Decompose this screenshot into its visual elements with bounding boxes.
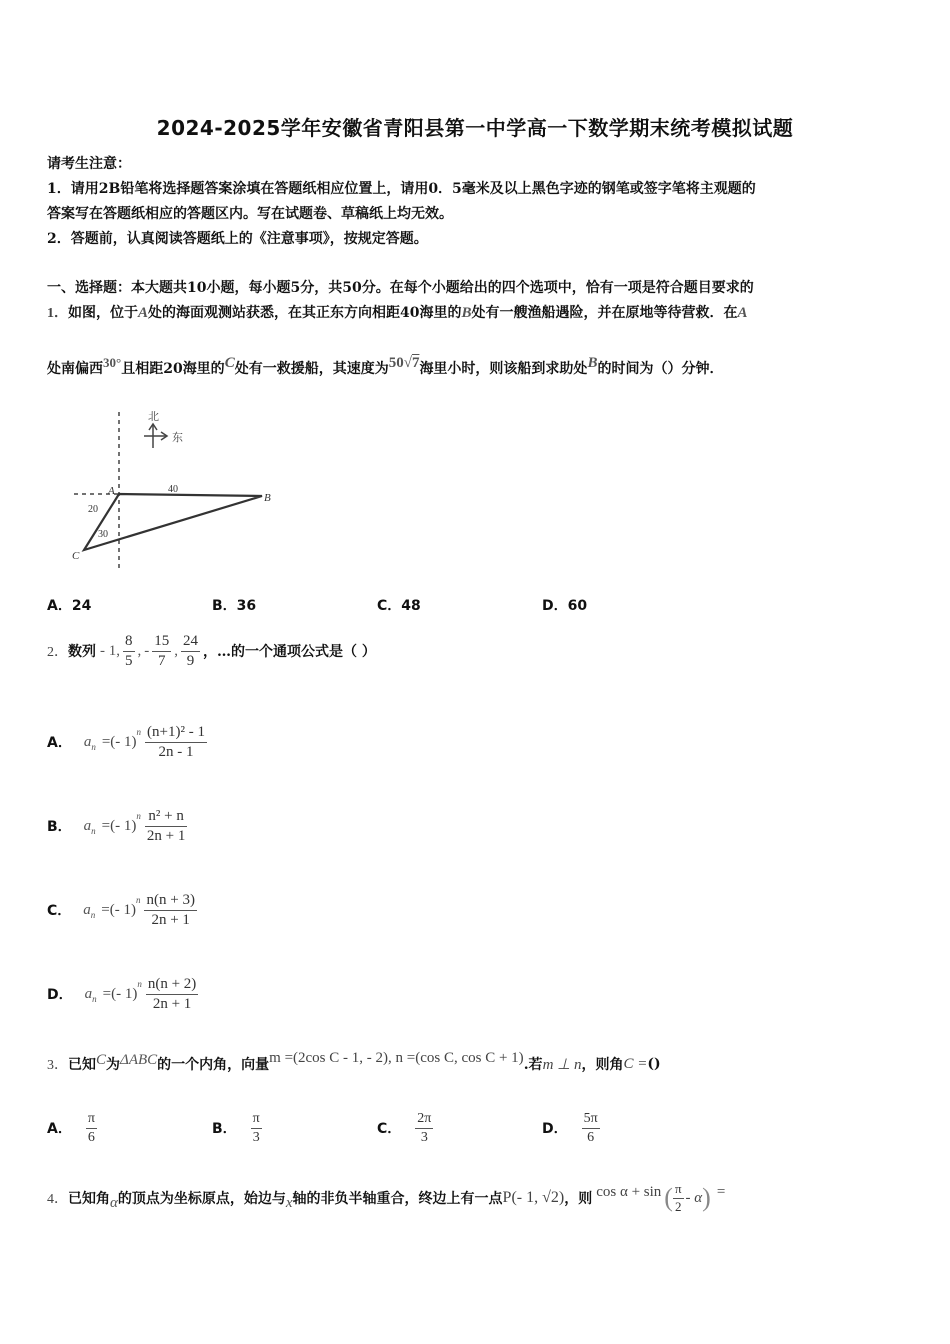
section-heading: 一、选择题：本大题共10小题，每小题5分，共50分。在每个小题给出的四个选项中，恰有一项是符合题目要求的	[47, 280, 754, 296]
notice-line-1: 1．请用2B铅笔将选择题答案涂填在答题纸相应位置上，请用0．5毫米及以上黑色字迹的钢笔或签字笔将主观题的	[47, 181, 756, 197]
question-number: 1．	[47, 306, 68, 321]
question-3-stem: 3． 已知 C 为 ΔABC 的一个内角，向量 m =(2cos C - 1, - 2), n =(cos C, cos C + 1) .若 m ⊥ n ，则角 C = ()	[47, 1049, 661, 1073]
point-b-label: B	[264, 492, 271, 504]
q2-option-a[interactable]: A． a n =(- 1) n $\frac{\text{(n+1)² - 1}}{2n - 1}$	[47, 723, 205, 760]
term-2: $\frac{8}{5}$	[125, 632, 133, 669]
q3-option-d[interactable]: D． $\frac{5\pi}{6}$	[542, 1111, 598, 1145]
notice-heading: 请考生注意：	[47, 156, 131, 172]
term-4: $\frac{24}{9}$	[183, 632, 198, 669]
q1-option-d[interactable]: D．60	[542, 598, 588, 614]
length-40-label: 40	[168, 484, 178, 495]
q3-option-b[interactable]: B． $\frac{\pi}{3}$	[212, 1111, 260, 1145]
point-a-label: A	[108, 485, 115, 497]
angle-30-label: 30	[98, 529, 108, 540]
q1-option-c[interactable]: C．48	[377, 598, 421, 614]
q2-option-d[interactable]: D． a n =(- 1) n $\frac{n(n + 2)}{2n + 1}$	[47, 975, 197, 1012]
notice-line-3: 2．答题前，认真阅读答题纸上的《注意事项》，按规定答题。	[47, 231, 428, 247]
north-label: 北	[148, 410, 159, 423]
notice-line-2: 答案写在答题纸相应的答题区内。写在试题卷、草稿纸上均无效。	[47, 206, 453, 222]
term-3: $\frac{15}{7}$	[154, 632, 170, 669]
q3-option-c[interactable]: C． $\frac{2\pi}{3}$	[377, 1111, 432, 1145]
length-20-label: 20	[88, 504, 98, 515]
question-1-line-1: 1．如图，位于A处的海面观测站获悉，在其正东方向相距40海里的B处有一艘渔船遇险，并在原地等待营救．在A	[47, 305, 748, 321]
point-c-label: C	[72, 550, 80, 562]
q3-option-a[interactable]: A． $\frac{\pi}{6}$	[47, 1111, 95, 1145]
page-title: 2024-2025学年安徽省青阳县第一中学高一下数学期末统考模拟试题	[156, 116, 794, 140]
q2-option-c[interactable]: C． a n =(- 1) n $\frac{n(n + 3)}{2n + 1}$	[47, 891, 195, 928]
east-label: 东	[172, 431, 183, 444]
question-1-line-2: 处南偏西30°且相距20海里的C处有一救援船，其速度为50√7海里小时，则该船到求助处B的时间为（）分钟．	[47, 355, 724, 377]
question-2-stem: 2． 数列 - 1 , $\frac{8}{5}$ , - $\frac{15}{7}$ , $\frac{24}{9}$ ，…的一个通项公式是（ ）	[47, 632, 376, 669]
q1-figure	[60, 400, 300, 575]
triangle-abc	[84, 494, 262, 550]
q1-option-b[interactable]: B．36	[212, 598, 257, 614]
q2-option-b[interactable]: B． a n =(- 1) n $\frac{\text{n² + n}}{2n + 1}$	[47, 807, 186, 844]
q1-option-a[interactable]: A．24	[47, 598, 92, 614]
question-4-stem: 4． 已知角 α 的顶点为坐标原点，始边与 x 轴的非负半轴重合，终边上有一点 P(- 1, √2) ，则 cos α + sin ( $\frac{\pi}{2}$ - α ) =	[47, 1181, 726, 1214]
